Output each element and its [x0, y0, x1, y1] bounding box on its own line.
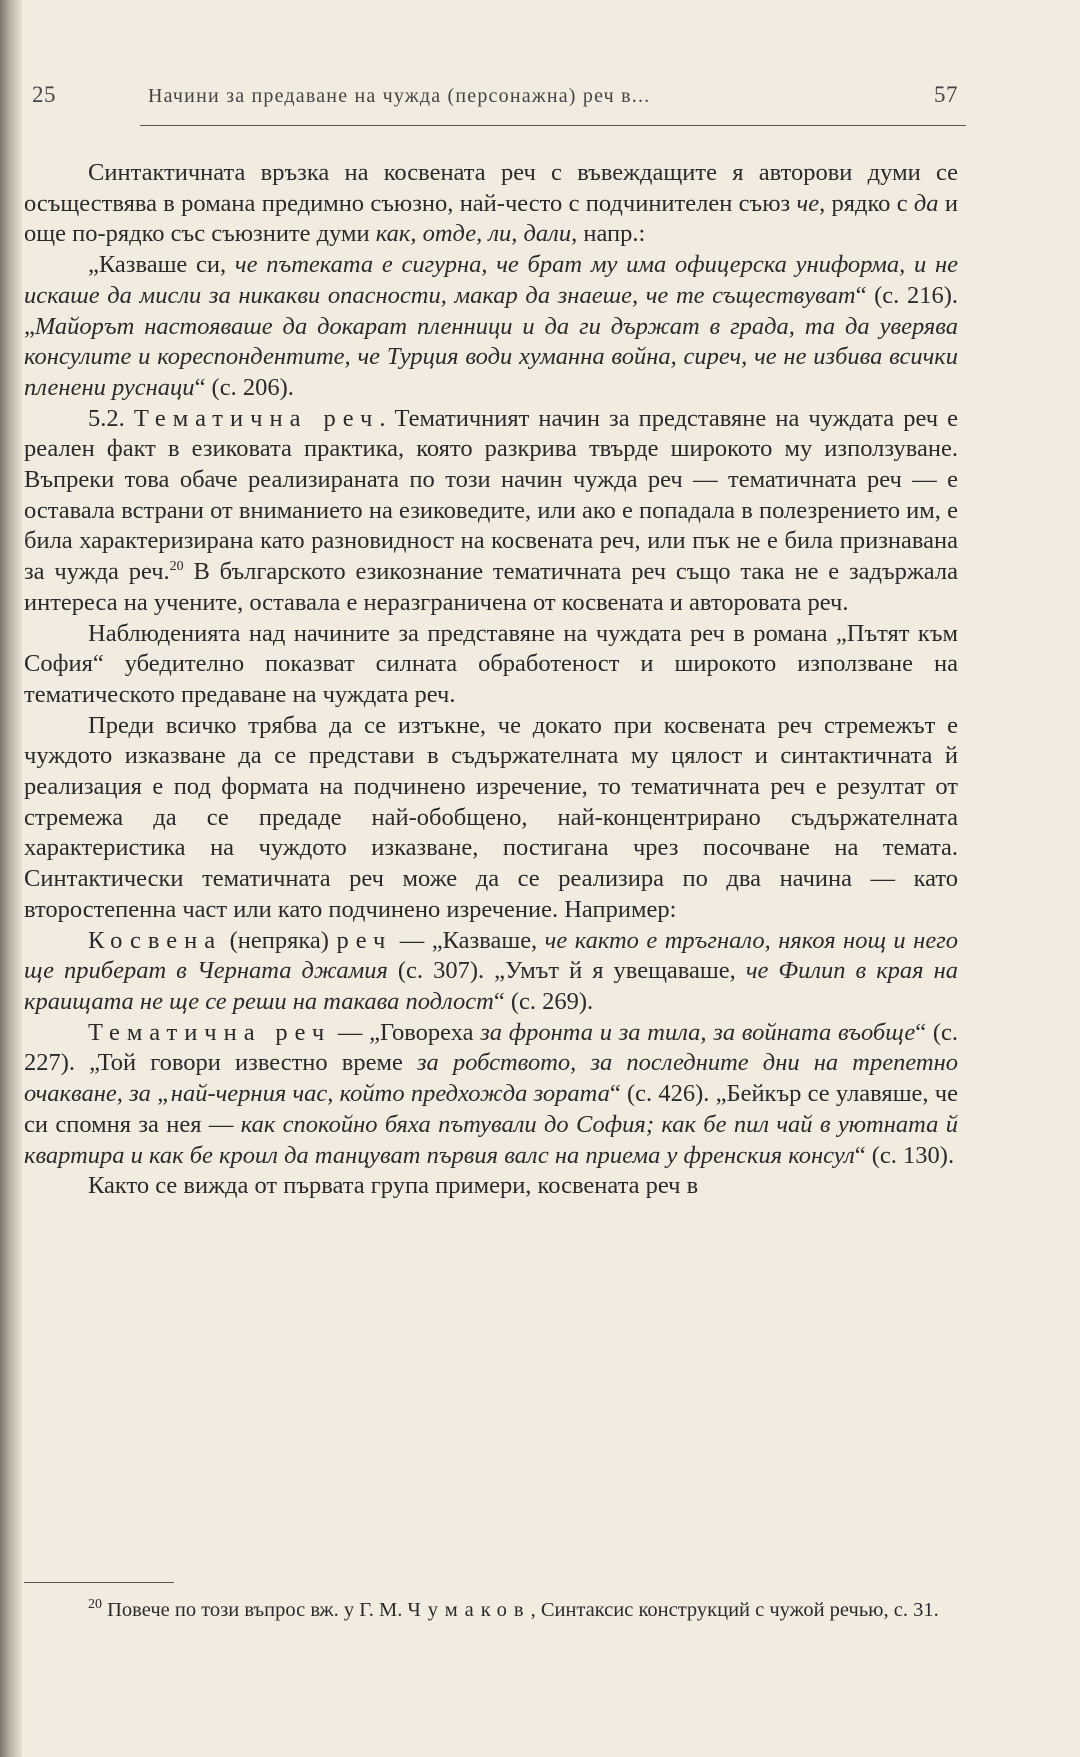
- book-spine-shadow: [0, 0, 22, 1757]
- paragraph: Както се вижда от първата група примери, косвената реч в: [88, 1172, 699, 1200]
- footnote-marker: 20: [88, 1597, 102, 1613]
- book-page: [24, 0, 1024, 1757]
- page-number: 57: [934, 82, 958, 107]
- header-rule: [140, 125, 966, 126]
- paragraph: Преди всичко трябва да се изтъкне, че докато при косвената реч стремежът е чуждото изказване да се представи в съдържателната му цялост и синтактичната й реализация е под формата на подчинено изречение, то тематичната реч е резултат от стремежа да се предаде най-обобщено, най-концентрирано съдържателната характеристика на чуждото изказване, постигана чрез посочване на темата. Синтактически тематичната реч може да се реализира по два начина — като второстепенна част или като подчинено изречение. Например:: [24, 711, 958, 923]
- footnote-author: Чумаков: [407, 1599, 531, 1621]
- section-number: 25: [32, 82, 56, 107]
- footnote: $^{20}$ Повече по този въпрос вж. у Г. М. Чумаков, Синтаксис конструкций с чужой речью, с. 31.: [88, 1597, 939, 1621]
- paragraph: Синтактичната връзка на косвената реч с въвеждащите я авторови думи се осъществява в романа предимно съюзно, най-често с подчинителен съюз че, рядко с да и още по-рядко със съюзните думи как, отде, ли, дали, напр.:: [24, 159, 958, 248]
- section-term: Тематична реч: [133, 404, 380, 432]
- example-paragraph: Тематична реч — „Говореха за фронта и за тила, за войната въобще“ (с. 227). „Той говори известно време за робството, за последните дни на трепетно очакване, за „най-черния час, който предхожда зората“ (с. 426). „Бейкър се улавяше, че си спомня за нея — как спокойно бяха пътували до София; как бе пил чай в уютната й квартира и как бе кроил да танцуват първия валс на приема у френския консул“ (с. 130).: [24, 1018, 958, 1169]
- quote-paragraph: „Казваше си, че пътеката е сигурна, че брат му има офицерска униформа, и не искаше да мисли за никакви опасности, макар да знаеше, че те съществуват“ (с. 216). „Майорът настояваше да докарат пленници и да ги държат в града, та да уверява консулите и кореспондентите, че Турция води хуманна война, сиреч, че не избива всички пленени руснаци“ (с. 206).: [24, 251, 958, 401]
- paragraph: Наблюденията над начините за представяне на чуждата реч в романа „Пътят към София“ убедително показват силната обработеност и широкото използване на тематическото предаване на чуждата реч.: [24, 619, 958, 708]
- section-paragraph: 5.2. Тематична реч. Тематичният начин за представяне на чуждата реч е реален факт в езиковата практика, която разкрива твърде широкото му използуване. Въпреки това обаче реализираната по този начин чужда реч — тематичната реч — е оставала встрани от вниманието на езиковедите, или ако е попадала в полезрението им, е била характеризирана като разновидност на косвената реч, или пък не е била признавана за чужда реч.$^{20}$ В българското езикознание тематичната реч също така не е задържала интереса на учените, оставала е неразграничена от косвената и авторовата реч.: [24, 404, 959, 616]
- body-text: [24, 158, 958, 1202]
- example-paragraph: Косвена (непряка) реч — „Казваше, че както е тръгнало, някоя нощ и него ще приберат в Черната джамия (с. 307). „Умът й я увещаваше, че Филип в края на краищата не ще се реши на такава подлост“ (с. 269).: [24, 926, 959, 1015]
- footnote-rule: [24, 1582, 174, 1583]
- running-title: Начини за предаване на чужда (персонажна) реч в...: [148, 85, 651, 107]
- footnote-ref: 20: [169, 558, 184, 574]
